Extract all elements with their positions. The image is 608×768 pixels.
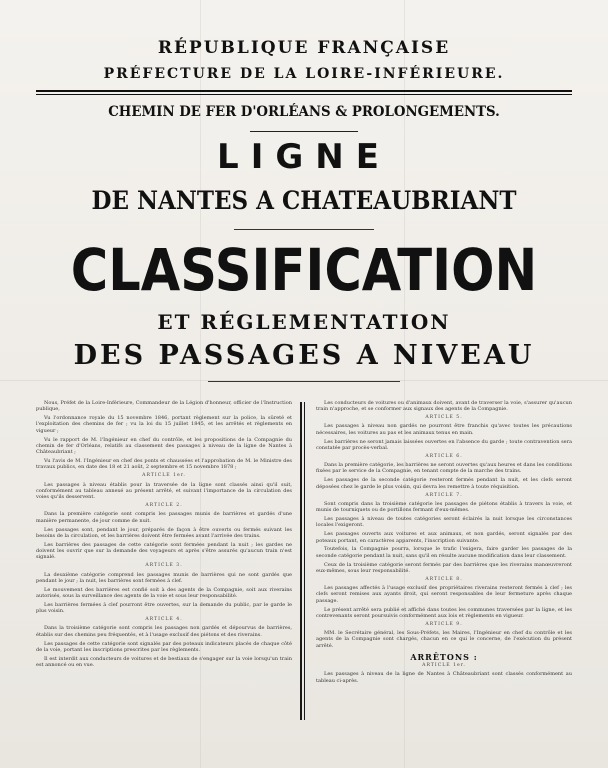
header-rule	[36, 90, 572, 92]
decree-paragraph: Les passages à niveau établis pour la traversée de la ligne sont classés ainsi qu'il suit, conformément au tableau annexé au présent arrêté, et suivant l'importance de la circulation des voies qu'ils desservent.	[36, 481, 292, 501]
decree-paragraph: Le mouvement des barrières est confié soit à des agents de la Compagnie, soit aux riverains autorisés, sous la surveillance des agents de la voie et sous leur responsabilité.	[36, 586, 292, 600]
arretons-heading: ARRÊTONS :	[410, 651, 478, 662]
article-heading: ARTICLE 5.	[425, 415, 463, 421]
decree-paragraph: Les passages à niveau de la ligne de Nantes à Châteaubriant sont classés conformément au tableau ci-après.	[316, 671, 572, 684]
article-heading: ARTICLE 2.	[145, 503, 183, 509]
decree-paragraph: MM. le Secrétaire général, les Sous-Préfets, les Maires, l'Ingénieur en chef du contrôle et les agents de la Compagnie sont chargés, chacun en ce qui le concerne, de l'exécution du présent arrêté.	[316, 630, 572, 649]
decree-paragraph: Sont compris dans la troisième catégorie les passages de piétons établis à travers la voie, et munis de tourniquets ou de portillons fermant d'eux-mêmes.	[316, 500, 572, 514]
decree-paragraph: Les passages à niveau de toutes catégories seront éclairés la nuit lorsque les circonstances locales l'exigeront.	[316, 516, 572, 529]
article-heading: ARTICLE 8.	[425, 576, 463, 582]
short-rule	[250, 131, 358, 132]
column-divider	[300, 402, 302, 720]
article-heading: ARTICLE 7.	[425, 492, 463, 498]
decree-paragraph: Vu le rapport de M. l'Ingénieur en chef du contrôle, et les propositions de la Compagnie du chemin de fer d'Orléans, relatifs au classement des passages à niveau de la ligne de Nantes à Châteaubriant ;	[36, 436, 292, 456]
article-heading: ARTICLE 6.	[425, 453, 463, 459]
passages-heading: DES PASSAGES A NIVEAU	[73, 340, 535, 371]
reglementation-heading: ET RÉGLEMENTATION	[157, 310, 451, 334]
title-rule	[208, 381, 400, 382]
decree-paragraph: Dans la première catégorie, les barrières ne seront ouvertes qu'aux heures et dans les conditions fixées par le service de la Compagnie, en tenant compte de la marche des trains.	[316, 462, 572, 475]
right-text-column	[316, 400, 572, 686]
decree-paragraph: Dans la troisième catégorie sont compris les passages non gardés et dépourvus de barrières, établis sur des chemins peu fréquentés, et à l'usage exclusif des piétons et des riverains.	[36, 625, 292, 638]
decree-paragraph: Il est interdit aux conducteurs de voitures et de bestiaux de s'engager sur la voie lorsqu'un train est annoncé ou en vue.	[36, 655, 292, 669]
article-heading: ARTICLE 3.	[145, 563, 183, 569]
ornament-rule	[234, 229, 374, 230]
decree-paragraph: Les passages affectés à l'usage exclusif des propriétaires riverains resteront fermés à clef ; les clefs seront remises aux ayants droit, qui seront responsables de leur fermeture après chaque passage.	[316, 585, 572, 604]
decree-paragraph: La deuxième catégorie comprend les passages munis de barrières qui ne sont gardés que pendant le jour ; la nuit, les barrières sont fermées à clef.	[36, 571, 292, 584]
route-heading: DE NANTES A CHATEAUBRIANT	[91, 186, 517, 215]
railway-company-heading: CHEMIN DE FER D'ORLÉANS & PROLONGEMENTS.	[108, 104, 500, 120]
prefecture-heading: PRÉFECTURE DE LA LOIRE-INFÉRIEURE.	[103, 66, 505, 82]
decree-paragraph: Nous, Préfet de la Loire-Inférieure, Commandeur de la Légion d'honneur, officier de l'Instruction publique,	[36, 400, 292, 413]
decree-paragraph: Vu l'avis de M. l'Ingénieur en chef des ponts et chaussées et l'approbation de M. le Ministre des travaux publics, en date des 18 et 21 août, 2 septembre et 15 novembre 1878 ;	[36, 458, 292, 471]
decree-paragraph: Dans la première catégorie sont compris les passages munis de barrières et gardés d'une manière permanente, de jour comme de nuit.	[36, 511, 292, 524]
decree-paragraph: Les barrières ne seront jamais laissées ouvertes en l'absence du garde ; toute contravention sera constatée par procès-verbal.	[316, 438, 572, 451]
article-heading: ARTICLE 4.	[145, 617, 183, 623]
decree-paragraph: Les passages à niveau non gardés ne pourront être franchis qu'avec toutes les précautions nécessaires, les voitures au pas et les animaux tenus en main.	[316, 423, 572, 436]
decree-paragraph: Toutefois, la Compagnie pourra, lorsque le trafic l'exigera, faire garder les passages de la seconde catégorie pendant la nuit, sans qu'il en résulte aucune modification dans leur classement.	[316, 546, 572, 559]
decree-paragraph: Les passages ouverts aux voitures et aux animaux, et non gardés, seront signalés par des poteaux portant, en caractères apparents, l'inscription suivante.	[316, 531, 572, 544]
decree-paragraph: Ceux de la troisième catégorie seront fermés par des barrières que les riverains manœuvreront eux-mêmes, sous leur responsabilité.	[316, 561, 572, 574]
decree-paragraph: Les passages de cette catégorie sont signalés par des poteaux indicateurs placés de chaque côté de la voie, portant les inscriptions prescrites par les règlements.	[36, 640, 292, 653]
republique-heading: RÉPUBLIQUE FRANÇAISE	[157, 38, 451, 58]
classification-heading: CLASSIFICATION	[70, 236, 538, 304]
decree-paragraph: Les barrières des passages de cette catégorie sont fermées pendant la nuit ; les gardes ne doivent les ouvrir que sur la demande des voyageurs et après s'être assurés qu'aucun train n'est signalé.	[36, 541, 292, 561]
article-heading: ARTICLE 1er.	[422, 662, 466, 668]
decree-paragraph: Les conducteurs de voitures ou d'animaux doivent, avant de traverser la voie, s'assurer qu'aucun train n'approche, et se conformer aux signaux des agents de la Compagnie.	[316, 400, 572, 413]
decree-paragraph: Les passages sont, pendant le jour, préparés de façon à être ouverts ou fermés suivant les besoins de la circulation, et les barrières doivent être fermées avant l'arrivée des trains.	[36, 526, 292, 539]
decree-paragraph: Le présent arrêté sera publié et affiché dans toutes les communes traversées par la ligne, et les contrevenants seront poursuivis conformément aux lois et règlements en vigueur.	[316, 606, 572, 619]
article-heading: ARTICLE 1er.	[142, 473, 186, 479]
decree-paragraph: Les barrières fermées à clef pourront être ouvertes, sur la demande du public, par le garde le plus voisin.	[36, 601, 292, 615]
column-divider-thin	[304, 402, 305, 720]
header-rule-thin	[36, 94, 572, 95]
article-heading: ARTICLE 9.	[425, 621, 463, 627]
decree-paragraph: Les passages de la seconde catégorie resteront fermés pendant la nuit, et les clefs seront déposées chez le garde le plus voisin, qui devra les remettre à toute réquisition.	[316, 477, 572, 490]
left-text-column	[36, 400, 292, 671]
decree-paragraph: Vu l'ordonnance royale du 15 novembre 1846, portant règlement sur la police, la sûreté et l'exploitation des chemins de fer ; vu la loi du 15 juillet 1845, et les arrêtés et règlements en vigueur ;	[36, 415, 292, 434]
ligne-heading: LIGNE	[217, 137, 391, 177]
